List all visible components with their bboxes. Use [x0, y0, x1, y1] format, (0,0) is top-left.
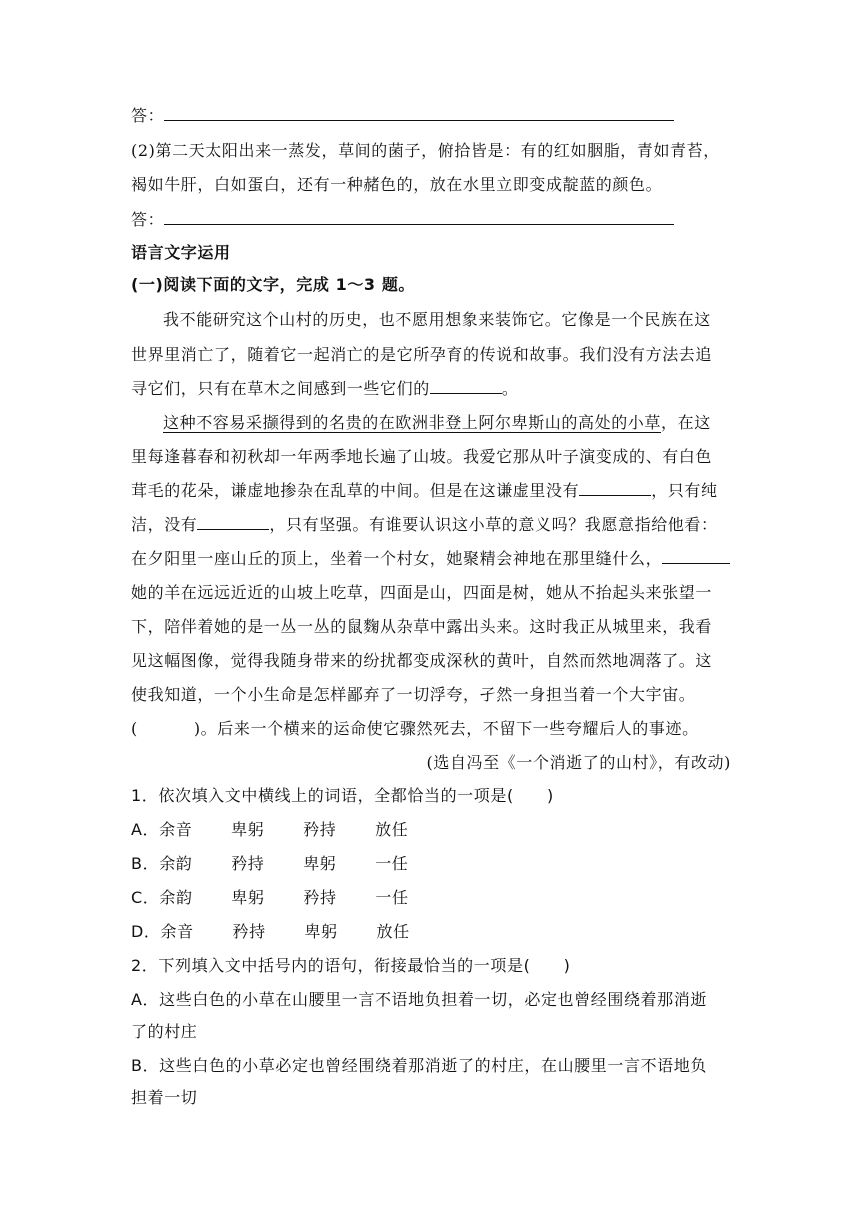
passage-text: 。 [501, 379, 519, 398]
passage-text: ，在这 [661, 413, 711, 432]
option-letter: B． [131, 854, 160, 873]
passage-text: 茸毛的花朵，谦虚地掺杂在乱草的中间。但是在这谦虚里没有 [131, 481, 580, 500]
paren-open: ( [131, 719, 138, 738]
passage-text: 洁，没有 [131, 515, 198, 534]
question-1-stem: 1．依次填入文中横线上的词语，全都恰当的一项是( ) [131, 786, 554, 805]
underlined-sentence: 这种不容易采撷得到的名贵的在欧洲非登上阿尔卑斯山的高处的小草 [163, 413, 662, 432]
passage-line-6 [131, 481, 731, 501]
option-word: 放任 [375, 820, 409, 839]
fill-blank-2 [579, 481, 651, 496]
passage-text: )。后来一个横来的运命使它骤然死去，不留下一些夸耀后人的事迹。 [193, 719, 699, 738]
option-word: 矜持 [232, 922, 266, 941]
question-2-option-a-line-1: A．这些白色的小草在山腰里一言不语地负担着一切，必定也曾经围绕着那消逝 [131, 990, 707, 1009]
option-word: 卑躬 [231, 820, 265, 839]
option-word: 放任 [376, 922, 410, 941]
passage-line-13 [131, 719, 731, 739]
option-word: 余音 [160, 922, 194, 941]
answer-line-2 [131, 210, 731, 230]
option-word: 一任 [375, 854, 409, 873]
reading-instruction: (一)阅读下面的文字，完成 1～3 题。 [131, 275, 416, 294]
option-word: 一任 [375, 888, 409, 907]
section-title: 语言文字运用 [131, 243, 231, 262]
passage-line-9: 她的羊在远远近近的山坡上吃草，四面是山，四面是树，她从不抬起头来张望一 [131, 583, 713, 602]
passage-line-12: 使我知道，一个小生命是怎样鄙弃了一切浮夸，孑然一身担当着一个大宇宙。 [131, 685, 696, 704]
passage-line-4 [163, 413, 763, 433]
passage-text: ，只有坚强。有谁要认识这小草的意义吗？我愿意指给他看： [269, 515, 718, 534]
passage-line-1: 我不能研究这个山村的历史，也不愿用想象来装饰它。它像是一个民族在这 [163, 310, 711, 329]
fill-blank-4 [662, 549, 730, 564]
option-word: 卑躬 [304, 922, 338, 941]
option-word: 卑躬 [303, 854, 337, 873]
question-1-option-c [131, 888, 731, 908]
option-word: 矜持 [231, 854, 265, 873]
answer-label: 答： [131, 210, 165, 229]
option-word: 矜持 [303, 888, 337, 907]
question-1-option-d [131, 922, 731, 942]
passage-text: 在夕阳里一座山丘的顶上，坐着一个村女，她聚精会神地在那里缝什么， [131, 549, 663, 568]
fill-blank-1 [430, 379, 502, 394]
passage-line-10: 下，陪伴着她的是一丛一丛的鼠麴从杂草中露出头来。这时我正从城里来，我看 [131, 617, 713, 636]
option-word: 余韵 [159, 888, 193, 907]
passage-line-11: 见这幅图像，觉得我随身带来的纷扰都变成深秋的黄叶，自然而然地凋落了。这 [131, 651, 713, 670]
option-letter: A． [131, 820, 160, 839]
passage-line-5: 里每逢暮春和初秋却一年两季地长遍了山坡。我爱它那从叶子演变成的、有白色 [131, 447, 713, 466]
passage-line-7 [131, 515, 731, 535]
question-2-option-b-line-2: 担着一切 [131, 1088, 198, 1107]
passage-line-2: 世界里消亡了，随着它一起消亡的是它所孕育的传说和故事。我们没有方法去追 [131, 345, 713, 364]
question-2-option-b-line-1: B．这些白色的小草必定也曾经围绕着那消逝了的村庄，在山腰里一言不语地负 [131, 1056, 707, 1075]
option-letter: D． [131, 922, 161, 941]
fill-blank-3 [197, 515, 269, 530]
option-word: 余音 [159, 820, 193, 839]
question-1-option-a [131, 820, 731, 840]
question-1-option-b [131, 854, 731, 874]
question-2-option-a-line-2: 了的村庄 [131, 1022, 198, 1041]
passage-text: 寻它们，只有在草木之间感到一些它们的 [131, 379, 430, 398]
question-2-line-2: 褐如牛肝，白如蛋白，还有一种赭色的，放在水里立即变成靛蓝的颜色。 [131, 175, 663, 194]
answer-label: 答： [131, 106, 165, 125]
passage-line-3 [131, 379, 731, 399]
answer-blank [164, 106, 674, 121]
passage-line-8 [131, 549, 731, 569]
option-word: 矜持 [303, 820, 337, 839]
option-letter: C． [131, 888, 160, 907]
question-2-stem: 2．下列填入文中括号内的语句，衔接最恰当的一项是( ) [131, 956, 571, 975]
answer-blank [164, 210, 674, 225]
question-2-line-1: (2)第二天太阳出来一蒸发，草间的菌子，俯拾皆是：有的红如胭脂，青如青苔， [131, 141, 720, 160]
passage-text: ，只有纯 [651, 481, 718, 500]
passage-source: (选自冯至《一个消逝了的山村》，有改动) [426, 753, 731, 772]
option-word: 卑躬 [231, 888, 265, 907]
option-word: 余韵 [159, 854, 193, 873]
answer-line-1 [131, 106, 731, 126]
